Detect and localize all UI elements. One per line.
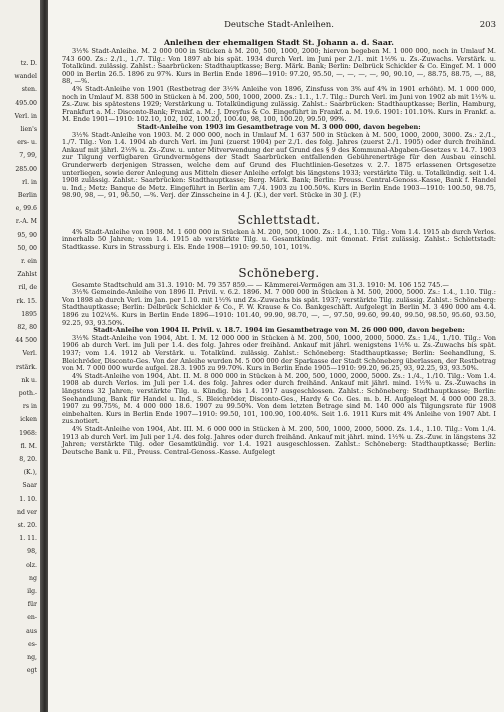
margin-fragment: Verl. [22,350,37,358]
section-heading-schlettstadt: Schlettstadt. [237,212,321,227]
margin-fragment: egt [26,667,37,675]
margin-fragment: ilg. [27,588,37,595]
entry-paragraph: 3½% Stadt-Anleihe von 1904, Abt. I. M. 12 000 000 in Stücken à M. 200, 500, 1000, 2000, 5000. Zs.: 1./4., 1./10. Tilg.: Von 1906 ab durch Verl. im Juli per 1.4. des folg. Jahres oder freihänd. Ankauf mit jährl. wenigstens 1½% u. Zs.-Zuwachs bis spät. 1937; vom 1.4. 1912 ab Verstärk. u. Totalkünd. zulässig. Zahlst.: Schöneberg: Stadthauptkasse; Berlin: Seehandlung, S. Bleichröder, Disconto-Ges. Von der Anleihe wurden M. 5 000 000 der Sparkasse der Stadt Schöneberg überlassen, der Restbetrag von M. 7 000 000 wurde aufgel. 28.3. 1905 zu 99.70%. Kurs in Berlin Ende 1905—1910: 99.20, 96.25, 93, 92.25, 93, 93.50%. [62,333,496,373]
margin-fragment: lien's [20,126,37,133]
margin-fragment: (K.), [23,469,37,477]
entry-paragraph: 4% Stadt-Anleihe von 1904, Abt. II. M. 8 000 000 in Stücken à M. 200, 500, 1000, 2000, 5000. Zs.: 1./4., 1./10. Tilg.: Vom 1.4. 1908 ab durch Verlos. im Juli per 1.4. des folg. Jahres oder durch freihänd. Ankauf mit jährl. mind. 1½% u. Zs.-Zuwachs in längstens 32 Jahren; verstärkte Tilg. u. Kündig. bis 1.4. 1917 ausgeschlossen. Zahlst.: Schöneberg: Stadthauptkasse; Berlin: Seehandlung, Bank für Handel u. Ind., S. Bleichröder, Disconto-Ges., Hardy & Co. Ges. m. b. H. Aufgelegt M. 4 000 000 28.3. 1907 zu 99.75%, M. 4 000 000 18.6. 1907 zu 99.50%. Von dem letzten Betrage sind M. 140 000 als Tilgungsrate für 1908 einbehalten. Kurs in Berlin Ende 1907—1910: 99.50, 101, 100.90, 100.40%. Seit 1.6. 1911 Kurs mit 4% Anleihe von 1907 Abt. I zus.notiert. [62,371,496,426]
margin-fragment: 44 500 [15,337,37,345]
margin-fragment: rl. in [22,178,37,186]
margin-fragment: st. 20. [17,522,37,529]
margin-fragment: rstärk. [16,363,37,371]
margin-fragment: 1. 10. [19,495,37,503]
margin-fragment: sten. [21,86,37,94]
page-content [62,38,496,456]
margin-fragment: ers- u. [17,139,37,147]
entry-paragraph: 3½% Stadt-Anleihe von 1903. M. 2 000 000, noch in Umlauf M. 1 637 500 in Stücken à M. 500, 1000, 2000, 3000. Zs.: 2./1., 1./7. Tilg.: Von 1.4. 1904 ab durch Verl. im Juni (zuerst 1904) per 2./1. des folg. Jahres (zuerst 2./1. 1905) oder durch freihänd. Ankauf mit jährl. 2½% u. Zs.-Zuw. u. unter Mitverwendung der auf Grund des § 9 des Kommunal-Abgaben-Gesetzes v. 14.7. 1903 zur Tilgung verfügbaren Grundvermögens der Stadt Saarbrücken entfallenden Gebührenerträge für den Ausbau einschl. Grunderwerb derjenigen Strassen, welche dem auf Grund des Fluchtlinien-Gesetzes v. 2.7. 1875 erlassenen Ortsgesetze unterliegen, sowie derer Anlegung aus Mitteln dieser Anleihe erfolgt bis längstens 1933; verstärkte Tilg. u. Totalkündig. seit 1.4. 1908 zulässig. Zahlst.: Saarbrücken: Stadthauptkasse; Berg. Märk. Bank; Berlin: Preuss. Central-Genoss.-Kasse, Bank f. Handel u. Ind.; Metz: Banque de Metz. Eingeführt in Berlin am 7./4. 1903 zu 100.50%. Kurs in Berlin Ende 1903—1910: 100.50, 98.75, 98.90, 98, —, 91, 96.50, —%. Verj. der Zinsscheine in 4 J. (K.), der verl. Stücke in 30 J. (F.) [62,130,496,200]
margin-fragment: 1895 [21,310,37,318]
margin-fragment: 8, 20. [19,456,37,463]
entry-paragraph: 4% Stadt-Anleihe von 1901 (Restbetrag der 3½% Anleihe von 1896, Zinsfuss von 3% auf 4% in 1901 erhöht). M. 1 000 000, noch in Umlauf M. 838 500 in Stücken à M. 200, 500, 1000, 2000. Zs.: 1.1., 1.7. Tilg.: Durch Verl. im Juni von 1902 ab mit 1½% u. Zs.-Zuw. bis spätestens 1929; Verstärkung u. Totalkündigung zulässig. Zahlst.: Saarbrücken: Stadthauptkasse; Berlin, Hamburg, Frankfurt a. M.: Disconto-Bank; Frankf. a. M.: J. Dreyfus & Co. Eingeführt in Frankf. a. M. 19.6. 1901: 101.10%. Kurs in Frankf. a. M. Ende 1901—1910: 102.10, 102, 102, 100.20, 100.40, 98, 100, 100.20, 99.50, 99%. [62,84,496,124]
margin-fragment: Verl. in [14,112,37,120]
margin-fragment: 1. 11. [19,535,37,543]
adjacent-page-margin [0,0,40,712]
margin-fragment: 285.00 [15,165,37,173]
margin-fragment: 1968: [19,429,37,437]
margin-fragment: 495.00 [15,99,37,107]
margin-fragment: rs in [22,403,37,411]
margin-fragment: nd ver [16,508,37,516]
entry-paragraph: Gesamte Stadtschuld am 31.3. 1910: M. 79 357 859.— — Kämmerei-Vermögen am 31.3. 1910: M. 106 152 745.— [72,280,449,289]
margin-fragment: r. ein [21,258,37,265]
margin-fragment: Berlin [17,192,37,199]
entry-paragraph: 3½% Gemeinde-Anleihe von 1896 II. Privil. v. 6.2. 1896. M. 7 000 000 in Stücken à M. 500, 2000, 5000. Zs.: 1.4., 1.10. Tilg.: Von 1898 ab durch Verl. im Jan. per 1.10. mit 1½% und Zs.-Zuwachs bis spät. 1937; verstärkte Tilg. zulässig. Zahlst.: Schöneberg: Stadthauptkasse; Berlin: Delbrück Schickler & Co., F. W. Krause & Co. Bankgeschäft. Aufgelegt in Berlin M. 3 490 000 am 4.4. 1896 zu 102¼%. Kurs in Berlin Ende 1896—1910: 101.40, 99.90, 98.70, —, —, 97.50, 99.60, 99.40, 99.50, 98.50, 95.60, 93.50, 92.25, 93, 93.50%. [62,288,496,327]
margin-fragment: wandel [14,73,37,81]
margin-fragment: ng [29,574,37,582]
entry-paragraph: Stadt-Anleihe von 1903 im Gesamtbetrage von M. 3 000 000, davon begeben: [137,122,421,131]
page-number: 203 [479,20,496,30]
margin-fragment: 82, 80 [17,324,37,331]
section-heading-saar: Anleihen der ehemaligen Stadt St. Johann a. d. Saar. [163,38,395,47]
document-page [48,0,504,712]
margin-fragment: 50, 00 [17,244,37,252]
margin-fragment: ng, [27,654,37,661]
margin-fragment: olz. [26,561,37,569]
running-head [62,20,496,32]
margin-fragment: für [27,601,37,609]
margin-fragment: 7, 99, [19,152,37,160]
book-gutter [40,0,48,712]
entry-paragraph: 4% Stadt-Anleihe von 1904, Abt. III. M. 6 000 000 in Stücken à M. 200, 500, 1000, 2000, 5000. Zs. 1.4., 1.10. Tilg.: Vom 1./4. 1913 ab durch Verl. im Juli per 1./4. des folg. Jahres oder durch freihänd. Ankauf mit jährl. mind. 1½% u. Zs.-Zuw. in längstens 32 Jahren; verstärkte Tilg. oder Gesamtkündig. vor 1.4. 1921 ausgeschlossen. Zahlst.: Schöneberg: Stadthauptkasse; Berlin: Deutsche Bank u. Fil., Preuss. Central-Genoss.-Kasse. Aufgelegt [62,424,496,456]
margin-fragment: Zahlst [17,271,37,279]
margin-fragment: tz. D. [20,60,37,67]
section-heading-schoeneberg: Schöneberg. [238,265,320,280]
margin-fragment: rk. 15. [16,297,37,305]
margin-fragment: 98, [27,548,37,556]
margin-fragment: Saar [22,482,37,490]
margin-fragment: r.-A. M [15,218,37,226]
margin-fragment: ril, de [18,284,37,292]
margin-fragment: fl. M. [20,442,37,450]
margin-fragment: icken [20,416,37,424]
margin-fragment: e, 99.6 [15,205,37,213]
margin-fragment: nk u. [21,376,37,384]
margin-fragment: 95, 90 [17,231,37,239]
margin-fragment: aus [26,627,37,635]
entry-paragraph: Stadt-Anleihe von 1904 II. Privil. v. 18.7. 1904 im Gesamtbetrage von M. 26 000 000, davon begeben: [93,326,465,335]
margin-fragment: poth.- [18,390,37,397]
margin-fragment: es- [28,640,37,648]
entry-paragraph: 3½% Stadt-Anleihe. M. 2 000 000 in Stücken à M. 200, 500, 1000, 2000; hiervon begeben M. 1 000 000, noch in Umlauf M. 743 600. Zs.: 2./1., 1./7. Tilg.: Von 1897 ab bis spät. 1934 durch Verl. im Juni per 2./1. mit 1½% u. Zs.-Zuwachs. Verstärk. u. Totalkünd. zulässig. Zahlst.: Saarbrücken: Stadthauptkasse; Berg. Märk. Bank; Berlin: Delbrück Schickler & Co. Eingef. M. 1 000 000 in Berlin 26.5. 1896 zu 97%. Kurs in Berlin Ende 1896—1910: 97.20, 95.50, —, —, —, —, 90, 90.10, —, 88.75, 88.75, —, 88, 88, —%. [62,47,496,86]
margin-fragment: en- [27,614,37,622]
entry-paragraph: 4% Stadt-Anleihe von 1908. M. 1 600 000 in Stücken à M. 200, 500, 1000. Zs.: 1.4., 1.10. Tilg.: Vom 1.4. 1915 ab durch Verlos. innerhalb 50 Jahren; vom 1.4. 1915 ab verstärkte Tilg. u. Gesamtkündig. mit 6monat. Frist zulässig. Zahlst.: Schlettstadt: Stadtkasse. Kurs in Strassburg i. Els. Ende 1908—1910: 99.50, 101, 101%. [62,227,496,252]
running-title: Deutsche Stadt-Anleihen. [224,20,334,30]
